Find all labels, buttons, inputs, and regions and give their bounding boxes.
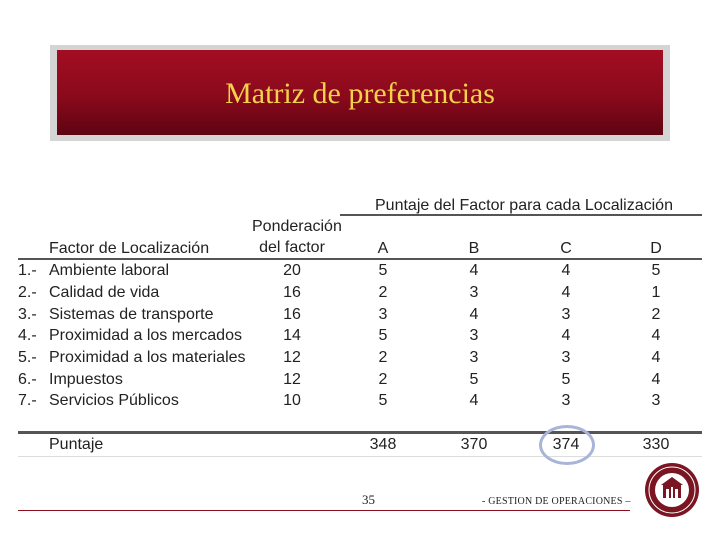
score-d: 5 — [651, 262, 661, 279]
row-factor: Proximidad a los materiales — [49, 349, 246, 366]
table-row — [0, 371, 720, 393]
score-d: 4 — [651, 349, 661, 366]
score-b: 4 — [469, 392, 479, 409]
footer-course: - GESTION DE OPERACIONES – — [482, 496, 631, 507]
score-b: 4 — [469, 262, 479, 279]
total-c: 374 — [552, 436, 580, 453]
row-factor: Impuestos — [49, 371, 123, 388]
table-row — [0, 306, 720, 328]
table-row — [0, 284, 720, 306]
score-a: 5 — [378, 327, 388, 344]
row-weight: 10 — [283, 392, 301, 409]
score-d: 4 — [651, 371, 661, 388]
location-header-d: D — [650, 240, 662, 257]
location-header-b: B — [468, 240, 480, 257]
row-weight: 16 — [283, 306, 301, 323]
university-seal-icon — [642, 461, 702, 519]
score-b: 3 — [469, 349, 479, 366]
location-header-a: A — [377, 240, 389, 257]
page-number: 35 — [362, 492, 375, 507]
totals-row — [0, 436, 720, 458]
row-factor: Servicios Públicos — [49, 392, 179, 409]
row-weight: 20 — [283, 262, 301, 279]
row-weight: 12 — [283, 371, 301, 388]
totals-rule — [18, 431, 702, 434]
row-number: 6.- — [18, 371, 37, 388]
slide-title: Matriz de preferencias — [225, 77, 495, 110]
score-c: 3 — [561, 306, 571, 323]
group-header-rule — [340, 214, 702, 216]
total-a: 348 — [369, 436, 397, 453]
weight-header-line2: del factor — [259, 239, 325, 256]
group-header: Puntaje del Factor para cada Localización — [375, 197, 673, 214]
row-weight: 14 — [283, 327, 301, 344]
score-d: 1 — [651, 284, 661, 301]
row-weight: 12 — [283, 349, 301, 366]
row-factor: Sistemas de transporte — [49, 306, 214, 323]
table-row — [0, 349, 720, 371]
row-weight: 16 — [283, 284, 301, 301]
row-number: 3.- — [18, 306, 37, 323]
table-row — [0, 262, 720, 284]
totals-bottom-rule — [18, 456, 702, 457]
score-b: 3 — [469, 284, 479, 301]
score-b: 3 — [469, 327, 479, 344]
score-c: 4 — [561, 284, 571, 301]
row-number: 4.- — [18, 327, 37, 344]
row-factor: Proximidad a los mercados — [49, 327, 242, 344]
score-c: 5 — [561, 371, 571, 388]
highlight-circle — [539, 425, 595, 465]
row-number: 5.- — [18, 349, 37, 366]
score-c: 3 — [561, 392, 571, 409]
location-header-c: C — [560, 240, 572, 257]
score-a: 5 — [378, 392, 388, 409]
factor-header: Factor de Localización — [49, 240, 210, 257]
score-c: 4 — [561, 262, 571, 279]
score-a: 3 — [378, 306, 388, 323]
table-row — [0, 392, 720, 414]
footer-rule — [18, 510, 630, 511]
header-rule — [18, 258, 702, 260]
score-a: 2 — [378, 349, 388, 366]
row-factor: Calidad de vida — [49, 284, 160, 301]
score-d: 4 — [651, 327, 661, 344]
total-d: 330 — [642, 436, 670, 453]
total-b: 370 — [460, 436, 488, 453]
score-b: 5 — [469, 371, 479, 388]
row-number: 2.- — [18, 284, 37, 301]
table-row — [0, 327, 720, 349]
row-factor: Ambiente laboral — [49, 262, 170, 279]
score-a: 5 — [378, 262, 388, 279]
score-d: 3 — [651, 392, 661, 409]
score-c: 4 — [561, 327, 571, 344]
score-b: 4 — [469, 306, 479, 323]
score-c: 3 — [561, 349, 571, 366]
row-number: 1.- — [18, 262, 37, 279]
weight-header-line1: Ponderación — [252, 218, 342, 235]
totals-label: Puntaje — [49, 436, 104, 453]
score-a: 2 — [378, 284, 388, 301]
score-d: 2 — [651, 306, 661, 323]
score-a: 2 — [378, 371, 388, 388]
row-number: 7.- — [18, 392, 37, 409]
